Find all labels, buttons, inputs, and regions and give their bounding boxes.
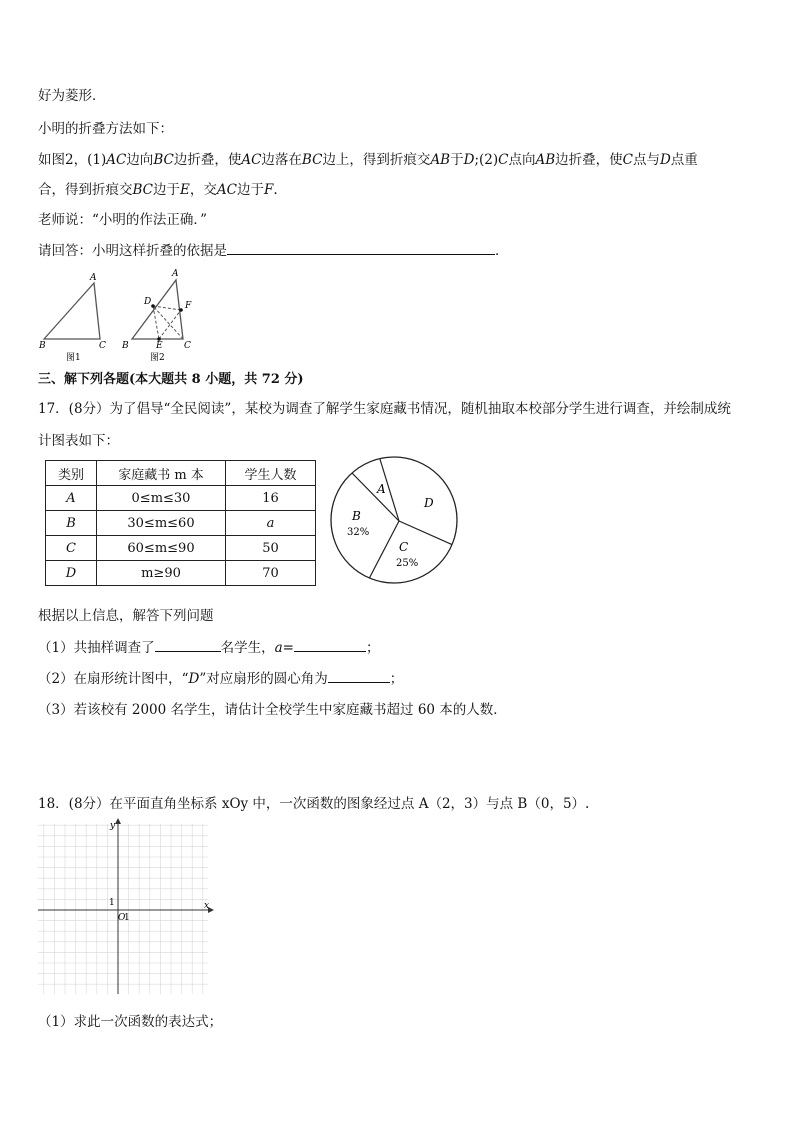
text-line-rhombus: 好为菱形．: [38, 88, 106, 104]
y-axis-arrow-icon: [115, 818, 121, 824]
fold-line-ef: [159, 310, 181, 339]
q17-part2: （2）在扇形统计图中，“D”对应扇形的圆心角为 ；: [38, 667, 403, 687]
pie-label-c: C: [399, 540, 409, 554]
grid-lines: [38, 824, 208, 994]
text-line-fold-steps-2: 合，得到折痕交BC边于E，交AC边于F.: [38, 182, 278, 198]
q18-text: 18．(8分）在平面直角坐标系 xOy 中，一次函数的图象经过点 A（2，3）与点 B（0，5）.: [38, 796, 590, 812]
table-row: D m≥90 70: [46, 561, 316, 586]
answer-blank[interactable]: [227, 240, 495, 255]
pie-chart: [326, 456, 462, 586]
blank-central-angle[interactable]: [328, 668, 390, 683]
point-f: [179, 308, 183, 312]
table-header-row: [46, 461, 316, 486]
coordinate-plane: [36, 818, 216, 998]
pie-label-a: A: [377, 482, 386, 496]
text-line-teacher: 老师说：“小明的作法正确．”: [38, 212, 208, 228]
text-line-fold-steps-1: 如图2，(1)AC边向BC边折叠，使AC边落在BC边上，得到折痕交AB于D;(2)C点向AB边折叠，使C点与D点重: [38, 152, 698, 168]
pie-label-c-pct: 25%: [396, 558, 419, 569]
header-category: 类别: [46, 461, 97, 486]
header-books: 家庭藏书 m 本: [97, 461, 226, 486]
fig2-label-c: C: [184, 341, 191, 351]
pie-label-d: D: [424, 496, 434, 510]
text-line-answer-prompt: 请回答：小明这样折叠的依据是 ．: [38, 239, 509, 259]
table-row: A 0≤m≤30 16: [46, 486, 316, 511]
fig2-label-f: F: [185, 301, 192, 311]
book-survey-table: [45, 460, 316, 586]
section-3-heading: 三、解下列各题(本大题共 8 小题，共 72 分): [38, 372, 304, 387]
pie-boundary-b-c: [369, 521, 399, 578]
y-axis-label: y: [110, 821, 116, 831]
blank-a-value[interactable]: [294, 637, 366, 652]
fig2-label-d: D: [144, 297, 152, 307]
point-d: [151, 304, 155, 308]
q17-prompt: 根据以上信息，解答下列问题: [38, 608, 214, 624]
q18-part1: （1）求此一次函数的表达式；: [38, 1014, 223, 1030]
fold-line-ce-d: [153, 306, 183, 339]
q17-part3: （3）若该校有 2000 名学生，请估计全校学生中家庭藏书超过 60 本的人数．: [38, 702, 507, 718]
fig2-label-e: E: [156, 341, 163, 351]
table-row: B 30≤m≤60 a: [46, 511, 316, 536]
q17-text-1: 17．(8分）为了倡导“全民阅读”，某校为调查了解学生家庭藏书情况，随机抽取本校部分学生进行调查，并绘制成统: [38, 401, 731, 417]
y-tick-1-label: 1: [109, 898, 115, 908]
fig1-label-a: A: [90, 273, 97, 283]
text-line-method-intro: 小明的折叠方法如下：: [38, 121, 173, 137]
fold-line-df: [153, 306, 181, 310]
x-tick-1-label: 1: [124, 913, 130, 923]
fig2-label-b: B: [122, 341, 129, 351]
pie-label-b-pct: 32%: [347, 527, 370, 538]
q17-text-2: 计图表如下：: [38, 433, 119, 449]
fig2-caption: 图2: [150, 353, 165, 363]
triangle-figures: [36, 266, 206, 364]
origin-label: O: [118, 913, 126, 923]
blank-total-students[interactable]: [155, 637, 221, 652]
triangle-fig1: [44, 283, 100, 339]
header-students: 学生人数: [226, 461, 316, 486]
fig1-label-c: C: [99, 341, 106, 351]
pie-outline: [331, 457, 457, 583]
fig1-caption: 图1: [66, 353, 81, 363]
table-row: C 60≤m≤90 50: [46, 536, 316, 561]
pie-label-b: B: [352, 509, 361, 523]
q17-part1: （1）共抽样调查了 名学生，a= ；: [38, 636, 379, 656]
fig1-label-b: B: [39, 341, 46, 351]
x-axis-label: x: [204, 901, 210, 911]
fig2-label-a: A: [172, 269, 179, 279]
